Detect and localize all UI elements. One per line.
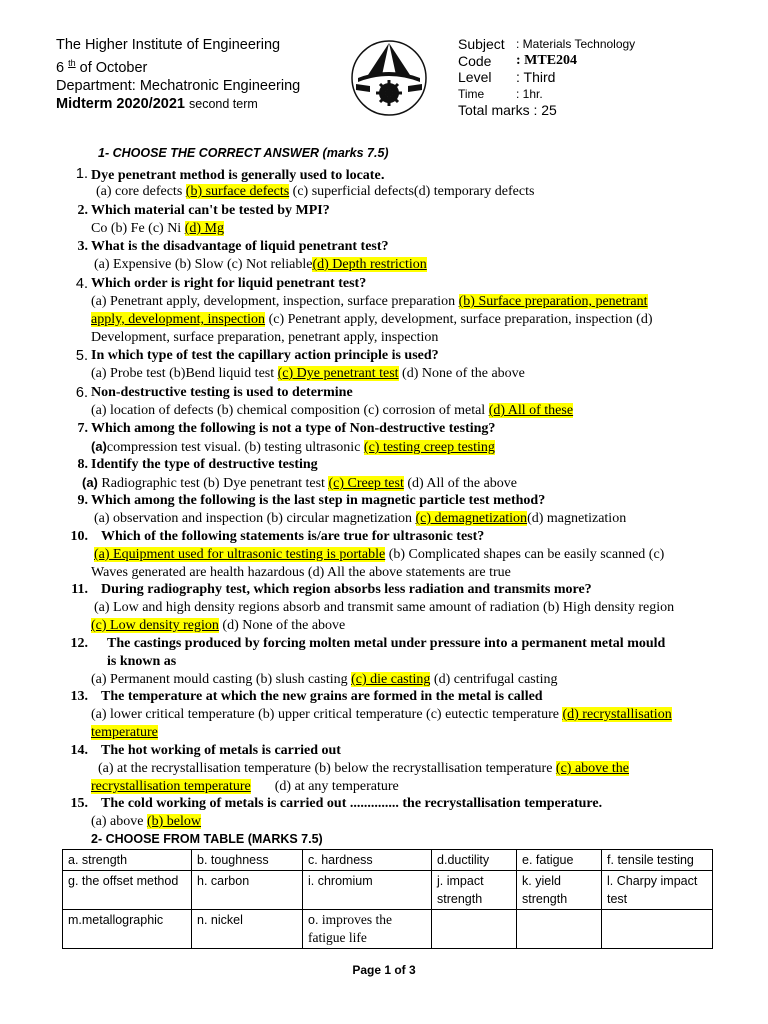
answers-2: Co (b) Fe (c) Ni (d) Mg	[91, 221, 224, 236]
question-15: The cold working of metals is carried out .............. the recrystallisation temperature.	[101, 796, 603, 811]
table-cell: b. toughness	[192, 850, 303, 871]
question-8: Identify the type of destructive testing	[91, 457, 318, 472]
table-cell: n. nickel	[192, 910, 303, 949]
question-number: 8.	[77, 457, 88, 472]
question-number: 9.	[77, 493, 88, 508]
answers-10-line2: Waves generated are health hazardous (d) All the above statements are true	[91, 565, 511, 580]
question-number: 14.	[70, 743, 88, 758]
question-9: Which among the following is the last step in magnetic particle test method?	[91, 493, 546, 508]
question-number: 13.	[70, 689, 88, 704]
answers-7: (a)compression test visual. (b) testing ultrasonic (c) testing creep testing	[91, 439, 495, 455]
question-number: 6.	[75, 385, 88, 401]
answers-4-line3: Development, surface preparation, penetrant apply, inspection	[91, 330, 439, 345]
table-cell: g. the offset method	[63, 871, 192, 910]
table-cell: h. carbon	[192, 871, 303, 910]
table-cell	[432, 910, 517, 949]
institute-logo	[348, 38, 430, 118]
question-number: 4.	[75, 276, 88, 292]
question-5: In which type of test the capillary action principle is used?	[91, 348, 439, 363]
question-6: Non-destructive testing is used to determine	[91, 385, 353, 400]
answers-6: (a) location of defects (b) chemical composition (c) corrosion of metal (d) All of these	[91, 403, 574, 418]
table-cell: a. strength	[63, 850, 192, 871]
table-row	[63, 871, 713, 910]
question-number: 1.	[75, 166, 88, 182]
question-number: 10.	[70, 529, 88, 544]
table-row	[63, 850, 713, 871]
question-number: 15.	[70, 796, 88, 811]
answers-15: (a) above (b) below	[91, 814, 202, 829]
answers-10-line1: (a) Equipment used for ultrasonic testing is portable (b) Complicated shapes can be easily scanned (c)	[94, 547, 665, 562]
time-value: : 1hr.	[516, 86, 543, 101]
question-11: During radiography test, which region absorbs less radiation and transmits more?	[101, 582, 592, 597]
question-12: The castings produced by forcing molten metal under pressure into a permanent metal mould	[107, 636, 666, 651]
answers-3: (a) Expensive (b) Slow (c) Not reliable(d) Depth restriction	[94, 257, 427, 272]
table-cell: o. improves the fatigue life	[303, 910, 432, 949]
code-value: : MTE204	[516, 52, 578, 68]
answers-4-line2: apply, development, inspection (c) Penetrant apply, development, surface preparation, inspection (d)	[91, 312, 653, 327]
answers-11-line1: (a) Low and high density regions absorb and transmit same amount of radiation (b) High density region	[94, 600, 675, 615]
page-footer: Page 1 of 3	[352, 963, 416, 977]
table-cell: c. hardness	[303, 850, 432, 871]
answers-14-line2: recrystallisation temperature (d) at any temperature	[91, 779, 399, 794]
section-1-heading: 1- CHOOSE THE CORRECT ANSWER (marks 7.5)	[98, 146, 389, 160]
table-cell: k. yield strength	[517, 871, 602, 910]
table-cell: j. impact strength	[432, 871, 517, 910]
answers-1: (a) core defects (b) surface defects (c) superficial defects(d) temporary defects	[96, 184, 535, 199]
question-12-cont: is known as	[107, 654, 177, 669]
question-number: 7.	[77, 421, 88, 436]
table-cell: f. tensile testing	[602, 850, 713, 871]
answers-5: (a) Probe test (b)Bend liquid test (c) Dye penetrant test (d) None of the above	[91, 366, 525, 381]
answers-13-line1: (a) lower critical temperature (b) upper critical temperature (c) eutectic temperature (d) recrystallisation	[91, 707, 672, 722]
question-number: 2.	[77, 203, 88, 218]
question-13: The temperature at which the new grains are formed in the metal is called	[101, 689, 543, 704]
question-number: 11.	[71, 582, 88, 597]
table-cell: d.ductility	[432, 850, 517, 871]
table-cell: e. fatigue	[517, 850, 602, 871]
question-2: Which material can't be tested by MPI?	[91, 203, 330, 218]
question-number: 12.	[70, 636, 88, 651]
total-marks: : 25	[533, 102, 557, 118]
question-number: 5.	[75, 348, 88, 364]
level-value: : Third	[516, 69, 556, 85]
options-table	[62, 849, 713, 949]
question-4: Which order is right for liquid penetrant test?	[91, 276, 367, 291]
table-cell	[517, 910, 602, 949]
answers-4-line1: (a) Penetrant apply, development, inspection, surface preparation (b) Surface preparation, penetrant	[91, 294, 648, 309]
section-2-heading: 2- CHOOSE FROM TABLE (MARKS 7.5)	[91, 832, 323, 846]
table-cell: m.metallographic	[63, 910, 192, 949]
answers-8: (a) Radiographic test (b) Dye penetrant test (c) Creep test (d) All of the above	[82, 475, 517, 491]
question-10: Which of the following statements is/are true for ultrasonic test?	[101, 529, 485, 544]
subject-value: : Materials Technology	[516, 37, 636, 51]
question-number: 3.	[77, 239, 88, 254]
answers-12: (a) Permanent mould casting (b) slush casting (c) die casting (d) centrifugal casting	[91, 672, 558, 687]
table-row	[63, 910, 713, 949]
table-cell: i. chromium	[303, 871, 432, 910]
answers-13-line2: temperature	[91, 725, 158, 740]
department: Department: Mechatronic Engineering	[56, 78, 301, 94]
question-7: Which among the following is not a type of Non-destructive testing?	[91, 421, 496, 436]
question-3: What is the disadvantage of liquid penetrant test?	[91, 239, 389, 254]
answers-14-line1: (a) at the recrystallisation temperature (b) below the recrystallisation temperature (c) above the	[98, 761, 629, 776]
question-1: Dye penetrant method is generally used to locate.	[91, 166, 385, 183]
table-cell: l. Charpy impact test	[602, 871, 713, 910]
answers-9: (a) observation and inspection (b) circular magnetization (c) demagnetization(d) magnetization	[94, 511, 627, 526]
exam-title: Midterm 2020/2021 second term	[56, 96, 258, 112]
exam-info: Subject : Materials Technology Code : MTE204 Level : Third Time : 1hr. Total marks : 25	[458, 36, 636, 118]
institute-city: 6 $^{th}$ of October	[56, 58, 148, 76]
answers-11-line2: (c) Low density region (d) None of the above	[91, 618, 346, 633]
institute-name: The Higher Institute of Engineering	[56, 37, 281, 53]
institute-header	[56, 36, 300, 113]
table-cell	[602, 910, 713, 949]
question-14: The hot working of metals is carried out	[101, 743, 341, 758]
